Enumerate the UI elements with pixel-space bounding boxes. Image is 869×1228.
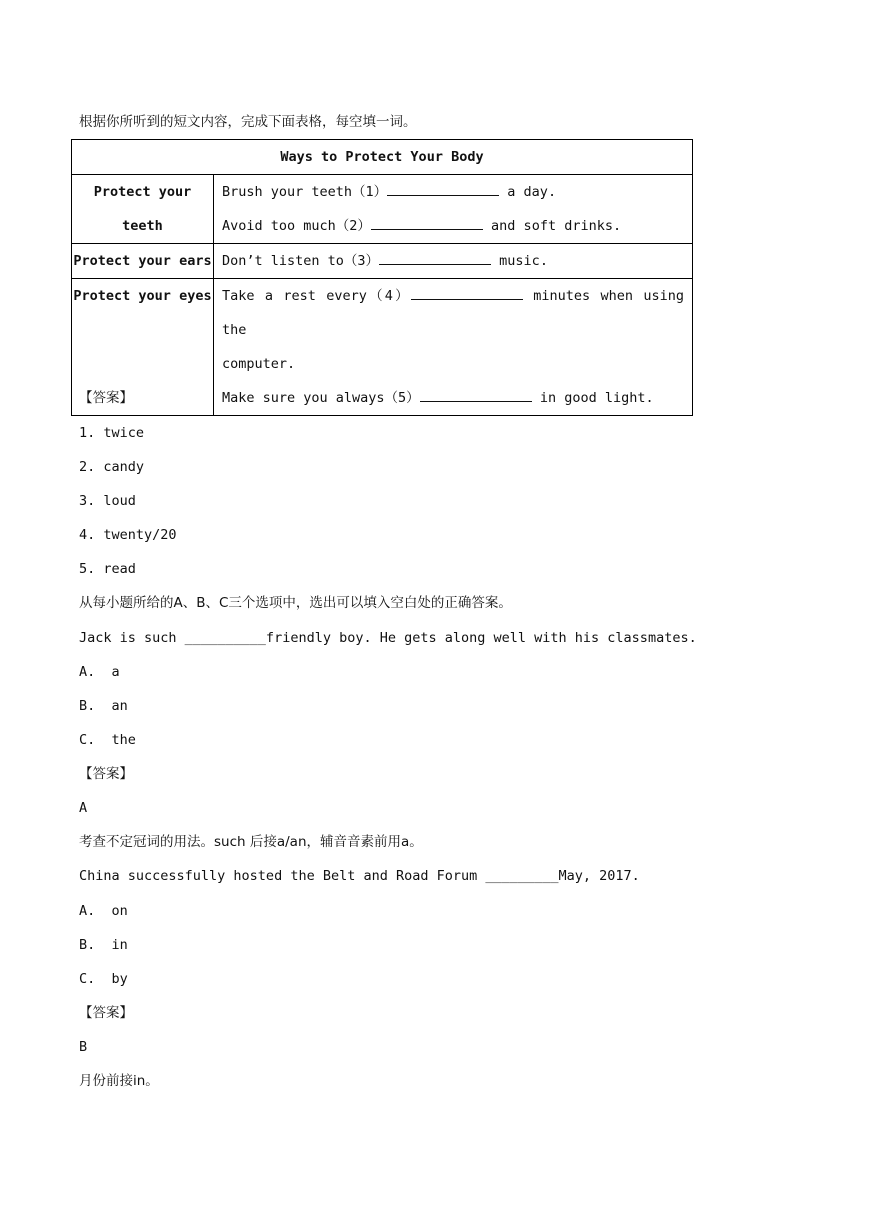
blank-1[interactable] (387, 182, 499, 196)
row-heading-eyes: Protect your eyes (72, 279, 214, 416)
table-row (72, 175, 693, 244)
blank-3[interactable] (379, 251, 491, 265)
answer-4: 4. twenty/20 (79, 527, 177, 543)
row-content-eyes: Take a rest every（4） minutes when using the computer. Make sure you always（5） in good light. (214, 279, 693, 416)
blank-4[interactable] (411, 286, 523, 300)
question-2-option-a: A. on (79, 903, 128, 919)
question-2-option-c: C. by (79, 971, 128, 987)
blank-2[interactable] (371, 216, 483, 230)
table-row (72, 244, 693, 279)
question-2-answer: B (79, 1039, 88, 1055)
row-content-ears: Don’t listen to（3） music. (214, 244, 693, 279)
question-2-stem: China successfully hosted the Belt and Road Forum _________May, 2017. (79, 868, 640, 884)
blank-5[interactable] (420, 388, 532, 402)
question-1-answer: A (79, 800, 88, 816)
answer-1: 1. twice (79, 425, 145, 441)
instruction-2: 从每小题所给的A、B、C三个选项中，选出可以填入空白处的正确答案。 (79, 595, 512, 611)
question-1-option-a: A. a (79, 664, 120, 680)
ways-table (71, 139, 693, 416)
question-1-stem: Jack is such __________friendly boy. He gets along well with his classmates. (79, 630, 697, 646)
question-2-explanation: 月份前接in。 (79, 1073, 159, 1089)
question-2-answer-label: 【答案】 (79, 1005, 133, 1021)
table-title: Ways to Protect Your Body (72, 140, 693, 175)
question-1-answer-label: 【答案】 (79, 766, 133, 782)
row-content-teeth: Brush your teeth（1） a day. Avoid too much（2） and soft drinks. (214, 175, 693, 244)
table-row (72, 279, 693, 416)
answer-5: 5. read (79, 561, 136, 577)
question-2-option-b: B. in (79, 937, 128, 953)
answer-3: 3. loud (79, 493, 136, 509)
answer-label-1: 【答案】 (79, 390, 133, 406)
instruction-1: 根据你所听到的短文内容，完成下面表格，每空填一词。 (79, 114, 417, 130)
question-1-explanation: 考查不定冠词的用法。such 后接a/an，辅音音素前用a。 (79, 834, 423, 850)
question-1-option-c: C. the (79, 732, 136, 748)
question-1-option-b: B. an (79, 698, 128, 714)
answer-2: 2. candy (79, 459, 145, 475)
row-heading-teeth: Protect your teeth (72, 175, 214, 244)
row-heading-ears: Protect your ears (72, 244, 214, 279)
